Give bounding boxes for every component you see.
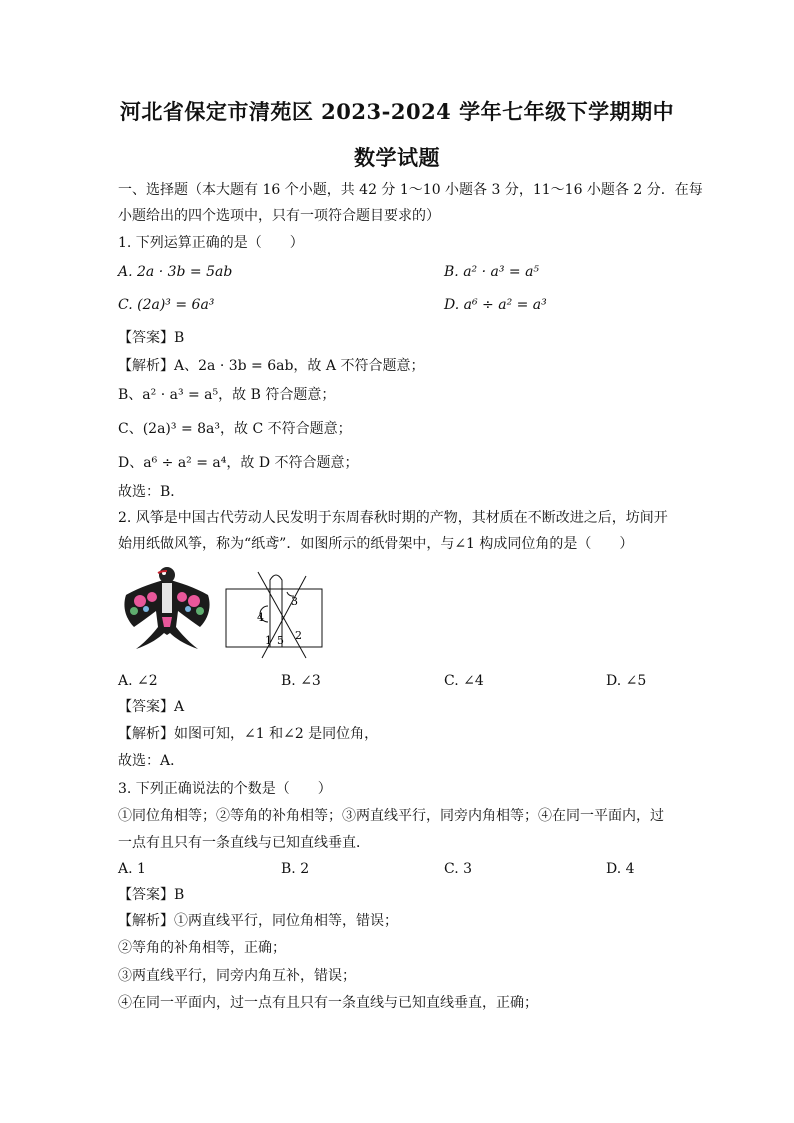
q3-option-d: D. 4: [606, 861, 635, 877]
q3-answer: 【答案】B: [118, 887, 185, 903]
angle-label: 3: [291, 595, 298, 608]
q2-option-c: C. ∠4: [444, 673, 484, 689]
angle-label: 4: [257, 611, 264, 624]
q1-analysis-line: 故选：B．: [118, 484, 185, 500]
q3-statement-line2: 一点有且只有一条直线与已知直线垂直．: [118, 835, 370, 851]
q1-analysis-line: C、(2a)³ = 8a³，故 C 不符合题意；: [118, 421, 352, 437]
section-heading-line1: 一、选择题（本大题有 16 个小题，共 42 分 1～10 小题各 3 分，11～16 小题各 2 分．在每: [118, 182, 703, 198]
q3-option-c: C. 3: [444, 861, 473, 877]
q1-stem: 1. 下列运算正确的是（ ）: [118, 235, 304, 251]
angle-label: 5: [277, 634, 284, 647]
page-subtitle: 数学试题: [354, 145, 440, 170]
q1-option-c: C. (2a)³ = 6a³: [118, 297, 215, 313]
q3-stem: 3. 下列正确说法的个数是（ ）: [118, 781, 332, 797]
q3-statement-line1: ①同位角相等；②等角的补角相等；③两直线平行，同旁内角相等；④在同一平面内，过: [118, 808, 664, 824]
q1-analysis-line: D、a⁶ ÷ a² = a⁴，故 D 不符合题意；: [118, 455, 359, 471]
q1-option-b: B. a² · a³ = a⁵: [444, 264, 540, 280]
q3-analysis-line: ③两直线平行，同旁内角互补，错误；: [118, 968, 356, 984]
q1-analysis-line: B、a² · a³ = a⁵，故 B 符合题意；: [118, 387, 336, 403]
q1-option-a: A. 2a · 3b = 5ab: [118, 264, 233, 280]
q2-analysis-line: 【解析】如图可知，∠1 和∠2 是同位角，: [118, 726, 379, 742]
kite-skeleton-diagram: [222, 562, 330, 660]
section-heading-line2: 小题给出的四个选项中，只有一项符合题目要求的）: [118, 208, 440, 224]
kite-image: [118, 565, 216, 657]
q3-option-b: B. 2: [281, 861, 310, 877]
q2-analysis-line: 故选：A．: [118, 753, 185, 769]
q2-option-b: B. ∠3: [281, 673, 321, 689]
q2-option-d: D. ∠5: [606, 673, 647, 689]
angle-label: 2: [295, 629, 302, 642]
q1-analysis-line: 【解析】A、2a · 3b = 6ab，故 A 不符合题意；: [118, 358, 425, 374]
q1-option-d: D. a⁶ ÷ a² = a³: [444, 297, 547, 313]
q2-stem-line2: 始用纸做风筝，称为“纸鸢”．如图所示的纸骨架中，与∠1 构成同位角的是（ ）: [118, 536, 634, 552]
q2-stem-line1: 2. 风筝是中国古代劳动人民发明于东周春秋时期的产物，其材质在不断改进之后，坊间开: [118, 510, 668, 526]
q2-option-a: A. ∠2: [118, 673, 158, 689]
page-title: 河北省保定市清苑区 2023-2024 学年七年级下学期期中: [119, 99, 675, 124]
angle-label: 1: [265, 634, 272, 647]
q3-analysis-line: 【解析】①两直线平行，同位角相等，错误；: [118, 913, 398, 929]
q1-answer: 【答案】B: [118, 330, 185, 346]
q2-answer: 【答案】A: [118, 699, 185, 715]
q3-analysis-line: ②等角的补角相等，正确；: [118, 940, 286, 956]
q3-analysis-line: ④在同一平面内，过一点有且只有一条直线与已知直线垂直，正确；: [118, 995, 538, 1011]
q3-option-a: A. 1: [118, 861, 146, 877]
